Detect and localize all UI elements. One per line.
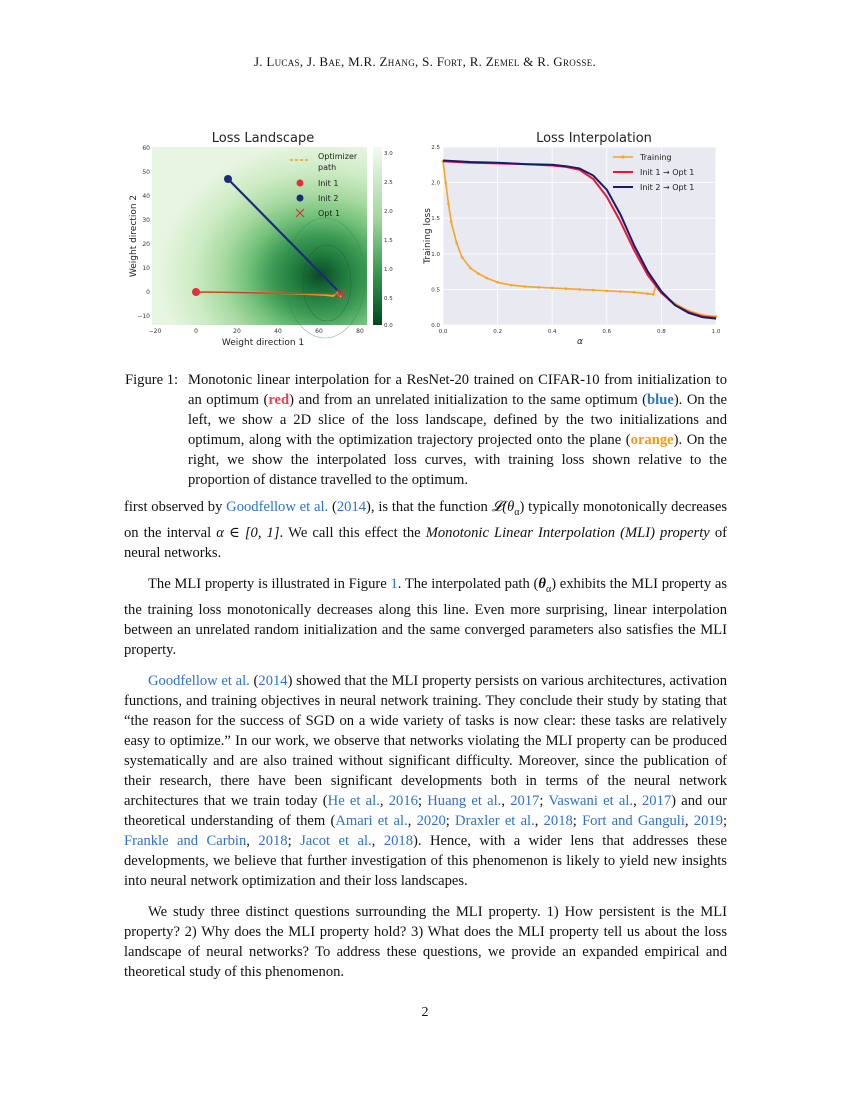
training-point bbox=[619, 290, 622, 293]
paragraph-1: first observed by Goodfellow et al. (2014), is that the function $𝓛(\theta_\alpha)$ typically monotonically decreases on the interval α ∈ [0, 1]. We call this effect the Monotonic Linear Interpolation (MLI) property of neural networks. bbox=[124, 499, 727, 561]
figure-ref-link[interactable]: 1 bbox=[390, 575, 398, 592]
chart-ylabel: Training loss bbox=[423, 208, 433, 264]
y-tick-label: 2.0 bbox=[431, 180, 440, 187]
training-point bbox=[461, 256, 464, 259]
citation-year-link[interactable]: 2019 bbox=[693, 812, 723, 829]
citation-year-link[interactable]: 2017 bbox=[641, 792, 672, 809]
svg-text:1.0: 1.0 bbox=[384, 267, 393, 273]
legend-init1-opt1: Init 1 → Opt 1 bbox=[640, 168, 695, 177]
caption-red: red bbox=[268, 392, 290, 408]
svg-text:2.0: 2.0 bbox=[384, 209, 393, 215]
training-point bbox=[551, 287, 554, 290]
citation-year-link[interactable]: 2014 bbox=[336, 499, 367, 515]
body-text bbox=[124, 497, 727, 993]
caption-blue: blue bbox=[647, 392, 674, 408]
legend-init2-opt1: Init 2 → Opt 1 bbox=[640, 183, 695, 192]
y-tick: 20 bbox=[142, 241, 150, 248]
chart-title: Loss Interpolation bbox=[536, 131, 652, 146]
citation-year-link[interactable]: 2018 bbox=[543, 812, 573, 829]
landscape-xlabel: Weight direction 1 bbox=[221, 338, 305, 348]
page-number: 2 bbox=[421, 1005, 429, 1020]
svg-text:0.5: 0.5 bbox=[384, 296, 393, 302]
x-tick: −20 bbox=[148, 328, 162, 335]
paragraph-3: Goodfellow et al. (2014) showed that the MLI property persists on various architectures, activation functions, and training objectives in neural network training. They conclude their study by stating that “the reason for the success of SGD on a wide variety of tasks is now clear: these tasks are relatively easy to optimize.” In our work, we observe that networks violating the MLI property can be produced systematically and are also trained without significant difficulty. Moreover, since the publication of their research, there have been significant developments both in terms of the neural network architectures that we train today (He et al., 2016; Huang et al., 2017; Vaswani et al., 2017) and our theoretical understanding of them (Amari et al., 2020; Draxler et al., 2018; Fort and Ganguli, 2019; Frankle and Carbin, 2018; Jacot et al., 2018). Hence, with a wider lens that addresses these developments, we believe that further investigation of this phenomenon is likely to yield new insights into neural network optimization and their loss landscapes. bbox=[124, 672, 728, 889]
training-point bbox=[652, 293, 655, 296]
citation-link[interactable]: He et al. bbox=[327, 792, 380, 809]
training-point bbox=[469, 267, 472, 270]
training-point bbox=[606, 290, 609, 293]
legend-opt1: Opt 1 bbox=[318, 209, 341, 218]
caption-orange: orange bbox=[630, 432, 674, 448]
y-tick: 30 bbox=[142, 217, 150, 224]
citation-year-link[interactable]: 2020 bbox=[416, 812, 446, 829]
x-tick-label: 0.4 bbox=[547, 329, 557, 335]
svg-text:Optimizer: Optimizer bbox=[318, 152, 358, 161]
init2-marker bbox=[224, 175, 232, 183]
training-point bbox=[444, 181, 447, 184]
training-point bbox=[496, 281, 499, 284]
figure-1 bbox=[115, 128, 740, 350]
legend-init2: Init 2 bbox=[318, 194, 339, 203]
y-tick: 50 bbox=[142, 169, 150, 176]
citation-link[interactable]: Huang et al. bbox=[427, 792, 502, 809]
citation-year-link[interactable]: 2016 bbox=[388, 792, 418, 809]
landscape-title: Loss Landscape bbox=[211, 131, 315, 146]
y-tick: 10 bbox=[142, 265, 150, 272]
citation-link[interactable]: Amari et al. bbox=[335, 812, 408, 829]
y-tick-label: 1.0 bbox=[431, 251, 440, 258]
loss-interpolation-chart bbox=[420, 128, 740, 350]
x-tick-label: 0.6 bbox=[602, 329, 612, 335]
caption-text: ). On the left, we show a 2D slice of the loss landscape, defined by the two initializations and optimum, along with the optimization trajectory projected onto the plane ( bbox=[188, 392, 727, 448]
x-tick-label: 0.2 bbox=[493, 329, 502, 335]
caption-text: Monotonic linear interpolation for a ResNet-20 trained on CIFAR-10 from initialization to an optimum ( bbox=[188, 372, 727, 408]
paragraph-4: We study three distinct questions surrounding the MLI property. 1) How persistent is the MLI property? 2) Why does the MLI property hold? 3) What does the MLI property tell us about the loss landscape of neural networks? To address these questions, we provide an expanded empirical and theoretical study of this phenomenon. bbox=[124, 903, 727, 980]
svg-text:path: path bbox=[318, 163, 337, 172]
y-tick: 40 bbox=[142, 193, 150, 200]
landscape-x-ticks bbox=[149, 328, 364, 335]
landscape-area bbox=[152, 147, 367, 325]
colorbar bbox=[373, 147, 382, 325]
svg-text:3.0: 3.0 bbox=[384, 151, 393, 157]
training-point bbox=[450, 220, 453, 223]
caption-text: ) and from an unrelated initialization to the same optimum ( bbox=[289, 392, 648, 408]
training-point bbox=[485, 277, 488, 280]
training-point bbox=[592, 289, 595, 292]
y-tick-label: 1.5 bbox=[431, 216, 440, 223]
figure-caption bbox=[125, 370, 727, 490]
y-tick-label: 0.5 bbox=[431, 287, 440, 294]
svg-text:1.5: 1.5 bbox=[384, 238, 393, 244]
x-tick: 40 bbox=[274, 328, 282, 335]
x-tick-label: 0.0 bbox=[438, 329, 448, 335]
training-point bbox=[477, 272, 480, 275]
training-point bbox=[565, 287, 568, 290]
training-point bbox=[447, 203, 450, 206]
colorbar-ticks bbox=[384, 151, 393, 329]
citation-year-link[interactable]: 2018 bbox=[258, 832, 288, 849]
citation-link[interactable]: Frankle and Carbin bbox=[124, 832, 247, 849]
citation-year-link[interactable]: 2018 bbox=[383, 832, 413, 849]
x-tick: 80 bbox=[356, 328, 364, 335]
x-tick: 0 bbox=[194, 328, 198, 335]
x-tick: 20 bbox=[233, 328, 241, 335]
legend-init1: Init 1 bbox=[318, 179, 339, 188]
citation-link[interactable]: Goodfellow et al. bbox=[148, 672, 250, 689]
citation-link[interactable]: Draxler et al. bbox=[455, 812, 535, 829]
training-point bbox=[510, 284, 513, 287]
caption-label: Figure 1: bbox=[125, 372, 179, 388]
y-tick-label: 2.5 bbox=[431, 145, 440, 151]
init1-marker bbox=[192, 288, 200, 296]
citation-year-link[interactable]: 2017 bbox=[510, 792, 540, 809]
training-point bbox=[537, 286, 540, 289]
x-tick-label: 0.8 bbox=[657, 329, 666, 335]
landscape-y-ticks bbox=[137, 145, 150, 320]
running-header: J. Lucas, J. Bae, M.R. Zhang, S. Fort, R. Zemel & R. Grosse. bbox=[253, 54, 597, 69]
svg-text:0.0: 0.0 bbox=[384, 323, 393, 329]
x-tick: 60 bbox=[315, 328, 323, 335]
loss-landscape-plot bbox=[115, 128, 400, 350]
training-point bbox=[524, 285, 527, 288]
paragraph-2: The MLI property is illustrated in Figure 1. The interpolated path $(\theta_\alpha)$ exhibits the MLI property as the training loss monotonically decreases along this line. Even more surprising, linear interpolation between an unrelated random initialization and the same converged parameters also satisfies the MLI property. bbox=[124, 575, 728, 658]
citation-link[interactable]: Jacot et al. bbox=[300, 832, 372, 849]
svg-text:2.5: 2.5 bbox=[384, 180, 393, 186]
training-point bbox=[578, 288, 581, 291]
x-tick-label: 1.0 bbox=[711, 329, 721, 335]
citation-link[interactable]: Fort and Ganguli bbox=[582, 812, 685, 829]
y-tick-label: 0.0 bbox=[431, 323, 440, 329]
y-tick: −10 bbox=[137, 313, 150, 320]
citation-link[interactable]: Goodfellow et al. bbox=[226, 499, 329, 515]
chart-xlabel: α bbox=[577, 337, 583, 347]
training-point bbox=[646, 292, 649, 295]
y-tick: 60 bbox=[142, 145, 150, 152]
landscape-ylabel: Weight direction 2 bbox=[129, 194, 139, 278]
legend-training: Training bbox=[640, 153, 672, 162]
training-point bbox=[633, 291, 636, 294]
citation-year-link[interactable]: 2014 bbox=[258, 672, 288, 689]
training-point bbox=[455, 242, 458, 245]
caption-text: ). On the right, we show the interpolated loss curves, with training loss shown relative to the proportion of distance travelled to the optimum. bbox=[188, 432, 727, 488]
y-tick: 0 bbox=[146, 289, 150, 296]
citation-link[interactable]: Vaswani et al. bbox=[548, 792, 634, 809]
